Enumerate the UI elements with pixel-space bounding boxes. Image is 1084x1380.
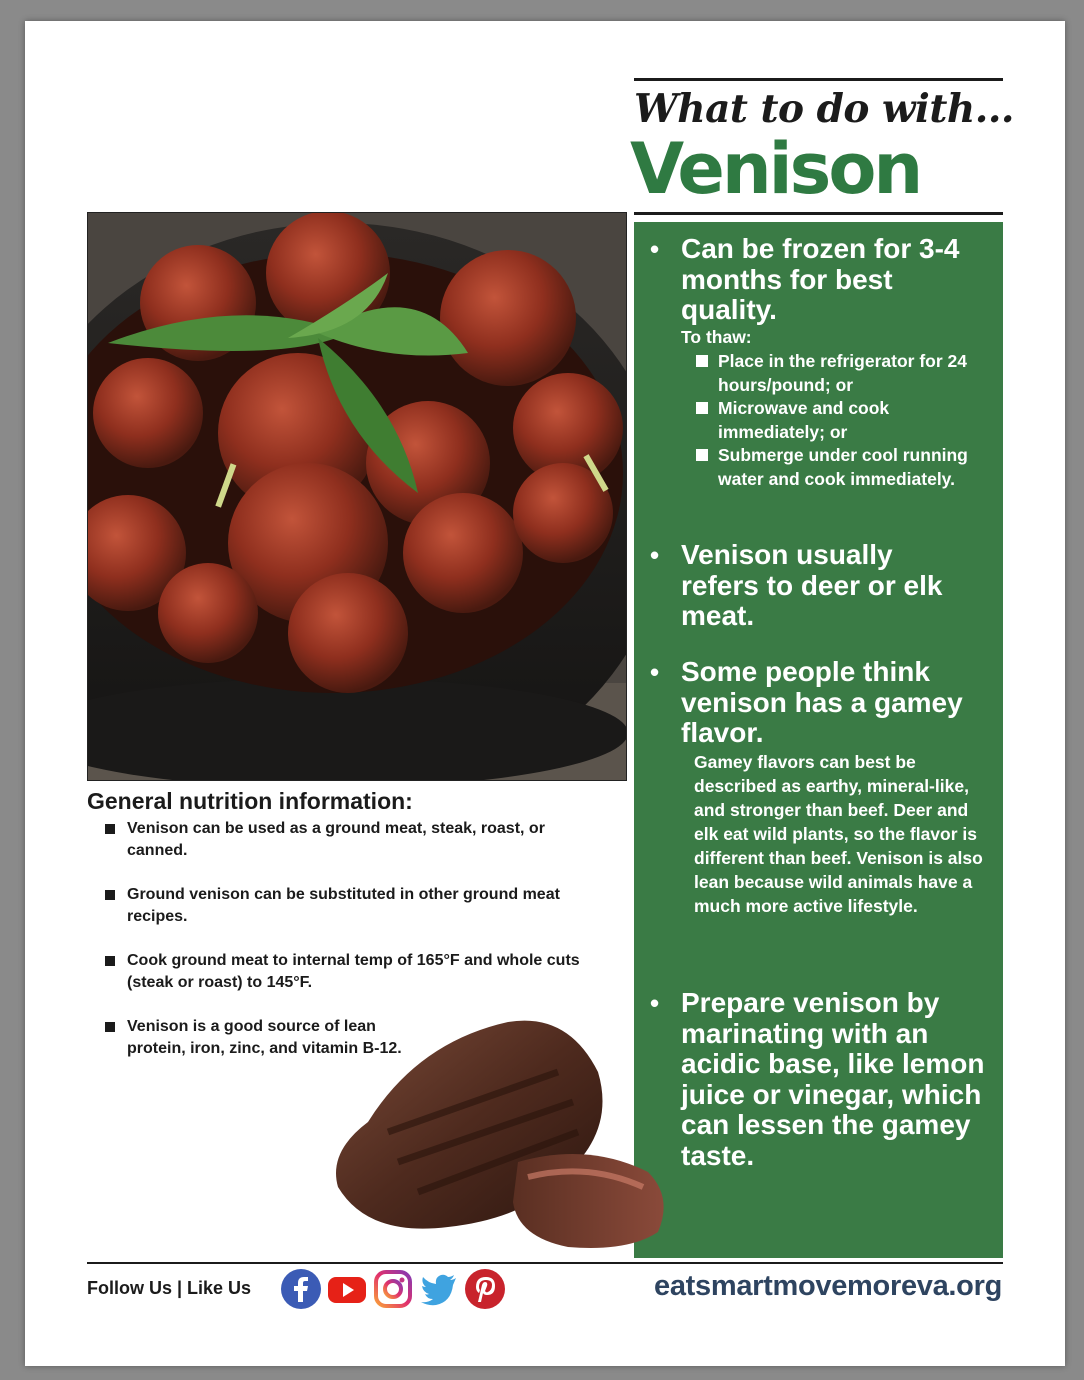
bullet-dot-icon: • — [650, 657, 660, 687]
gamey-detail: Gamey flavors can best be described as earthy, mineral-like, and stronger than beef. Deer and elk eat wild plants, so the flavor is different than beef. Venison is also lean because wild animals have a much more active lifestyle. — [694, 752, 983, 916]
twitter-icon[interactable] — [419, 1269, 459, 1309]
social-icons — [281, 1269, 505, 1309]
info-panel — [634, 222, 1003, 1258]
square-bullet-icon — [105, 890, 115, 900]
title-venison: Venison — [630, 128, 921, 210]
footer-rule — [87, 1262, 1003, 1264]
nutrition-item — [105, 818, 605, 862]
nutrition-item-text: Cook ground meat to internal temp of 165°F and whole cuts (steak or roast) to 145°F. — [127, 952, 580, 991]
thaw-list — [696, 350, 996, 491]
header-rule-top — [634, 78, 1003, 81]
follow-us-label: Follow Us | Like Us — [87, 1278, 252, 1298]
panel-bullet-frozen — [650, 234, 995, 326]
panel-bullet-text: Venison usually refers to deer or elk meat. — [681, 539, 943, 631]
thaw-label: To thaw: — [681, 327, 752, 347]
square-bullet-icon — [696, 402, 708, 414]
nutrition-item — [105, 950, 605, 994]
meatballs-photo — [87, 212, 627, 781]
nutrition-item-text: Venison is a good source of lean protein, iron, zinc, and vitamin B-12. — [127, 1018, 402, 1057]
youtube-icon[interactable] — [327, 1269, 367, 1309]
instagram-icon[interactable] — [373, 1269, 413, 1309]
thaw-item — [696, 444, 996, 491]
title-what-to-do: What to do with... — [634, 86, 1014, 132]
nutrition-heading: General nutrition information: — [87, 788, 413, 814]
thaw-item-text: Place in the refrigerator for 24 hours/pound; or — [718, 351, 967, 395]
header-rule-bottom — [634, 212, 1003, 215]
nutrition-item — [105, 884, 605, 928]
panel-bullet-text: Can be frozen for 3-4 months for best quality. — [681, 233, 960, 325]
steak-image — [328, 1012, 673, 1257]
pinterest-icon[interactable] — [465, 1269, 505, 1309]
square-bullet-icon — [105, 824, 115, 834]
panel-bullet-deer-elk — [650, 540, 950, 632]
square-bullet-icon — [105, 956, 115, 966]
square-bullet-icon — [696, 449, 708, 461]
square-bullet-icon — [696, 355, 708, 367]
square-bullet-icon — [105, 1022, 115, 1032]
thaw-item — [696, 397, 996, 444]
panel-bullet-marinate — [650, 988, 1010, 1171]
bullet-dot-icon: • — [650, 234, 660, 264]
facebook-icon[interactable] — [281, 1269, 321, 1309]
nutrition-item-text: Ground venison can be substituted in other ground meat recipes. — [127, 886, 560, 925]
panel-bullet-gamey — [650, 657, 995, 749]
bullet-dot-icon: • — [650, 540, 660, 570]
website-link[interactable]: eatsmartmovemoreva.org — [654, 1270, 1002, 1302]
thaw-item-text: Submerge under cool running water and cook immediately. — [718, 445, 968, 489]
nutrition-item-text: Venison can be used as a ground meat, steak, roast, or canned. — [127, 820, 545, 859]
panel-bullet-text: Prepare venison by marinating with an acidic base, like lemon juice or vinegar, which can lessen the gamey taste. — [681, 987, 985, 1171]
panel-bullet-text: Some people think venison has a gamey flavor. — [681, 656, 963, 748]
thaw-item-text: Microwave and cook immediately; or — [718, 398, 890, 442]
thaw-item — [696, 350, 996, 397]
bullet-dot-icon: • — [650, 988, 660, 1018]
